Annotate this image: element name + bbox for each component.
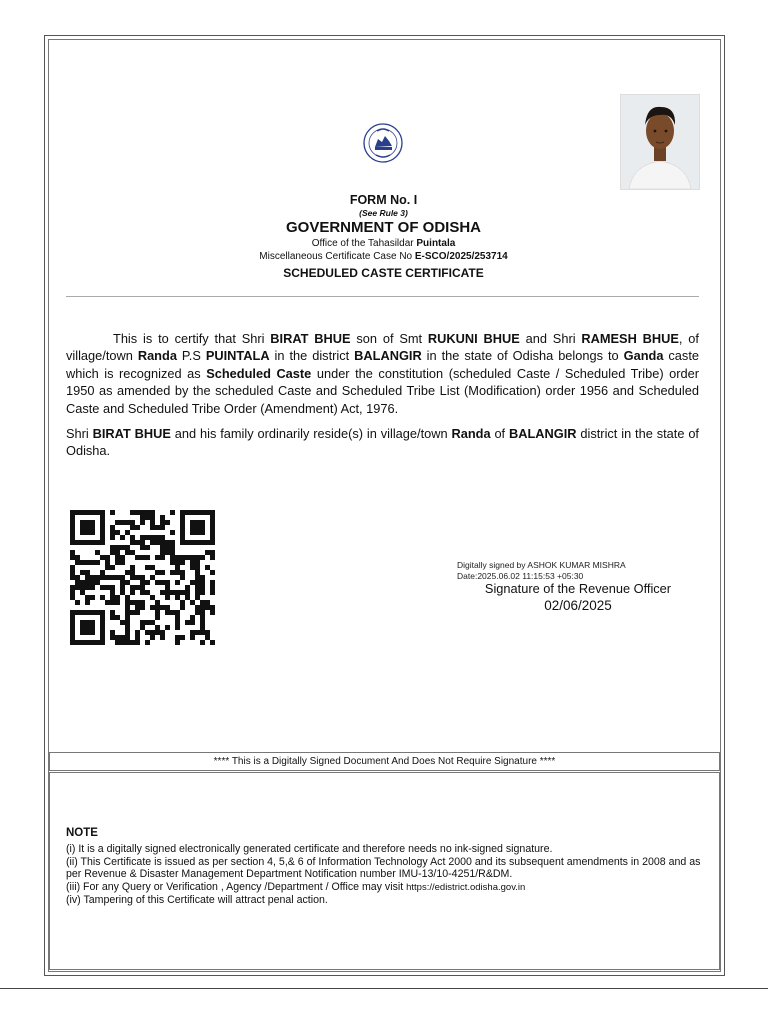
father-name: RAMESH BHUE bbox=[581, 331, 679, 346]
signature-date: 02/06/2025 bbox=[544, 598, 612, 613]
village-name-2: Randa bbox=[451, 426, 491, 441]
certificate-title: SCHEDULED CASTE CERTIFICATE bbox=[283, 266, 484, 280]
notes-heading: NOTE bbox=[66, 827, 98, 839]
p1-text-1: This is to certify that Shri bbox=[113, 331, 271, 346]
p1-text-2: son of Smt bbox=[350, 331, 428, 346]
village-name: Randa bbox=[137, 348, 177, 364]
case-prefix: Miscellaneous Certificate Case No bbox=[259, 251, 413, 262]
page-bottom-rule bbox=[0, 988, 768, 989]
note-item-2: (ii) This Certificate is issued as per section 4, 5,& 6 of Information Technology Act 2000 and its subsequent amendments in 2008 and as per Revenue & Disaster Management Department Notification number IMU-13/10-4251/R&DM. bbox=[66, 855, 701, 881]
p2-text-1: Shri bbox=[66, 426, 93, 441]
p2-text-2: and his family ordinarily reside(s) in village/town bbox=[170, 426, 452, 441]
certificate-header bbox=[48, 193, 719, 281]
office-name: Puintala bbox=[416, 238, 456, 249]
police-station: PUINTALA bbox=[205, 348, 270, 364]
p2-text-4: district in the state of Odisha. bbox=[66, 426, 699, 459]
note-item-3-text: (iii) For any Query or Verification , Agency /Department / Office may visit bbox=[66, 880, 407, 893]
odisha-emblem-icon bbox=[362, 122, 404, 164]
notes-section bbox=[66, 826, 706, 907]
office-prefix: Office of the Tahasildar bbox=[311, 238, 414, 249]
caste-name: Ganda bbox=[623, 348, 664, 364]
mother-name: RUKUNI BHUE bbox=[427, 331, 520, 346]
form-number: FORM No. I bbox=[349, 193, 418, 207]
applicant-photo bbox=[620, 94, 700, 190]
note-item-4: (iv) Tampering of this Certificate will attract penal action. bbox=[66, 894, 328, 907]
note-item-3 bbox=[66, 881, 706, 895]
government-title: GOVERNMENT OF ODISHA bbox=[285, 219, 481, 236]
signature-title: Signature of the Revenue Officer bbox=[484, 581, 672, 596]
digital-signature-stamp bbox=[457, 560, 626, 582]
signature-timestamp: Date:2025.06.02 11:15:53 +05:30 bbox=[457, 571, 584, 581]
certification-paragraph bbox=[66, 330, 699, 417]
qr-code bbox=[70, 510, 215, 645]
applicant-photo-graphic bbox=[621, 95, 699, 189]
p1-text-5: P.S bbox=[176, 348, 206, 364]
applicant-name-2: BIRAT BHUE bbox=[92, 426, 171, 441]
case-number: E-SCO/2025/253714 bbox=[414, 251, 508, 262]
p2-text-3: of bbox=[490, 426, 509, 441]
p1-text-9: under the constitution (scheduled Caste / Scheduled Tribe) order 1950 as amended by the scheduled Caste and Scheduled Tribe List (Modification) order 1956 and Scheduled Caste and Scheduled Tribe Order (Amendment) Act, 1976. bbox=[66, 365, 699, 416]
applicant-name: BIRAT BHUE bbox=[270, 331, 351, 346]
p1-text-8: caste which is recognized as bbox=[66, 348, 700, 381]
p1-text-7: in the state of Odisha belongs to bbox=[421, 348, 624, 364]
district-name-2: BALANGIR bbox=[508, 426, 577, 441]
residence-paragraph bbox=[66, 425, 699, 460]
note-item-1: (i) It is a digitally signed electronically generated certificate and therefore needs no ink-signed signature. bbox=[66, 843, 553, 855]
district-name: BALANGIR bbox=[354, 348, 422, 364]
office-line bbox=[48, 237, 719, 250]
caste-category: Scheduled Caste bbox=[206, 365, 312, 381]
digitally-signed-by: Digitally signed by ASHOK KUMAR MISHRA bbox=[457, 560, 626, 570]
edistrict-link[interactable]: https://edistrict.odisha.gov.in bbox=[406, 881, 526, 893]
p1-text-3: and Shri bbox=[519, 331, 582, 346]
digital-signature-banner: **** This is a Digitally Signed Document And Does Not Require Signature **** bbox=[49, 752, 720, 771]
p1-text-6: in the district bbox=[269, 348, 355, 364]
p1-text-4: , of village/town bbox=[66, 331, 699, 364]
case-line bbox=[48, 250, 719, 263]
header-divider bbox=[66, 296, 699, 297]
signature-block bbox=[469, 581, 687, 614]
see-rule: (See Rule 3) bbox=[359, 208, 408, 218]
